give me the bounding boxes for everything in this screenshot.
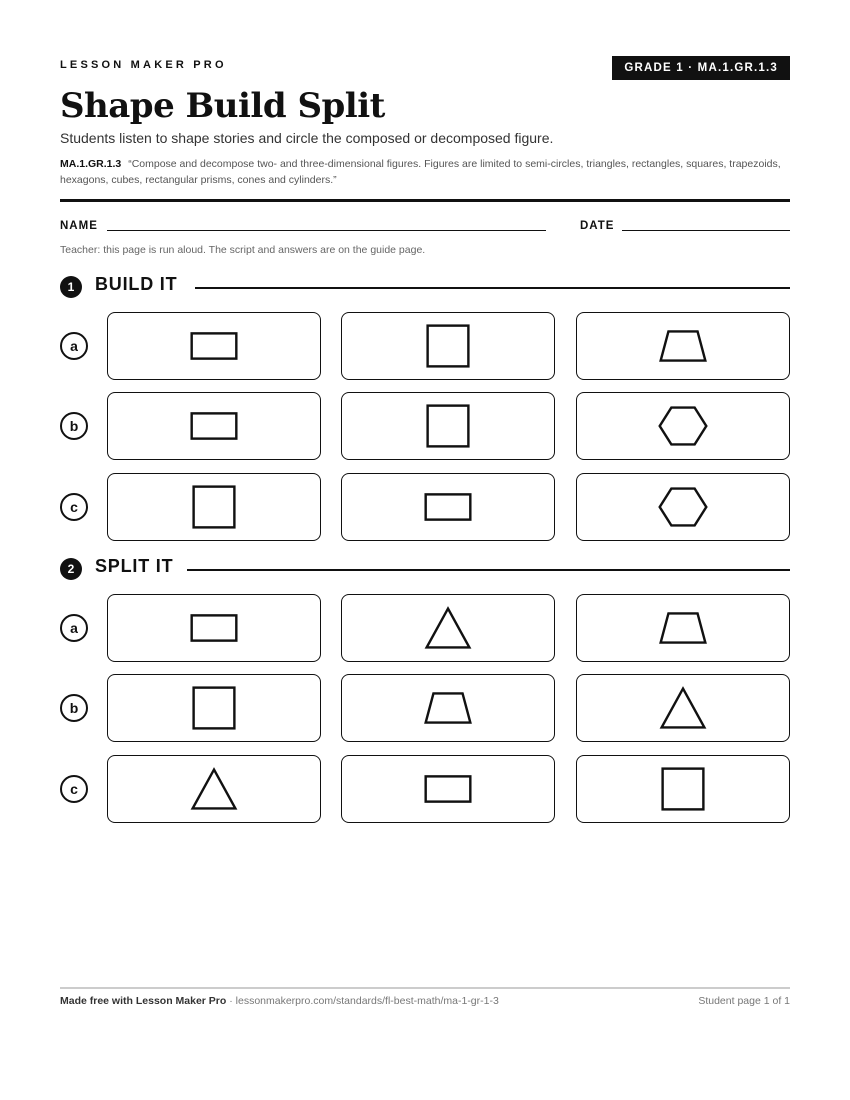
footer-made-with: Made free with Lesson Maker Pro bbox=[60, 995, 227, 1007]
date-field[interactable] bbox=[622, 230, 790, 231]
trapezoid-shape bbox=[426, 693, 471, 722]
hexagon-shape bbox=[660, 408, 707, 445]
rectangle-shape bbox=[192, 413, 237, 438]
question-row bbox=[60, 312, 790, 380]
square-figure bbox=[108, 474, 320, 540]
square-figure bbox=[342, 393, 554, 459]
square-figure bbox=[342, 313, 554, 379]
question-row bbox=[60, 674, 790, 742]
page-title: Shape Build Split bbox=[60, 86, 385, 126]
top-bar bbox=[60, 56, 790, 80]
square-shape bbox=[194, 688, 235, 729]
section-rule bbox=[195, 287, 790, 289]
rectangle-shape bbox=[192, 333, 237, 358]
row-letter-badge: b bbox=[60, 412, 88, 440]
trapezoid-figure bbox=[342, 675, 554, 741]
square-shape bbox=[428, 406, 469, 447]
square-figure bbox=[577, 756, 789, 822]
answer-choice-card[interactable] bbox=[341, 312, 555, 380]
question-row bbox=[60, 473, 790, 541]
trapezoid-figure bbox=[577, 595, 789, 661]
answer-choice-card[interactable] bbox=[341, 392, 555, 460]
rectangle-figure bbox=[108, 393, 320, 459]
standard-text: “Compose and decompose two- and three-dimensional figures. Figures are limited to semi-circles, triangles, rectangles, squares, trapezoids, hexagons, cubes, rectangular prisms, cones and cylinders.” bbox=[60, 158, 781, 186]
answer-choice-card[interactable] bbox=[576, 312, 790, 380]
question-row bbox=[60, 755, 790, 823]
section-title: SPLIT IT bbox=[95, 556, 185, 577]
triangle-shape bbox=[427, 609, 470, 648]
page-subtitle: Students listen to shape stories and circle the composed or decomposed figure. bbox=[60, 130, 554, 146]
footer-credit bbox=[60, 995, 499, 1007]
rectangle-figure bbox=[108, 313, 320, 379]
square-shape bbox=[194, 487, 235, 528]
answer-choice-card[interactable] bbox=[341, 755, 555, 823]
row-letter-badge: a bbox=[60, 614, 88, 642]
footer-page-number: Student page 1 of 1 bbox=[698, 995, 790, 1007]
rectangle-figure bbox=[342, 474, 554, 540]
answer-choice-card[interactable] bbox=[341, 674, 555, 742]
answer-choice-card[interactable] bbox=[576, 674, 790, 742]
section-title: BUILD IT bbox=[95, 274, 189, 295]
triangle-shape bbox=[193, 770, 236, 809]
section-header bbox=[60, 274, 790, 300]
answer-choice-card[interactable] bbox=[576, 594, 790, 662]
trapezoid-figure bbox=[577, 313, 789, 379]
trapezoid-shape bbox=[661, 613, 706, 642]
section-number-badge: 1 bbox=[60, 276, 82, 298]
rectangle-shape bbox=[192, 615, 237, 640]
date-label: DATE bbox=[580, 220, 615, 232]
square-figure bbox=[108, 675, 320, 741]
rectangle-figure bbox=[342, 756, 554, 822]
footer-divider bbox=[60, 987, 790, 989]
answer-choice-card[interactable] bbox=[107, 594, 321, 662]
rectangle-figure bbox=[108, 595, 320, 661]
triangle-figure bbox=[577, 675, 789, 741]
row-letter-badge: a bbox=[60, 332, 88, 360]
answer-choice-card[interactable] bbox=[107, 392, 321, 460]
worksheet-page bbox=[60, 0, 790, 1100]
row-letter-badge: c bbox=[60, 775, 88, 803]
answer-choice-card[interactable] bbox=[576, 473, 790, 541]
answer-choice-card[interactable] bbox=[576, 755, 790, 823]
answer-choice-card[interactable] bbox=[341, 473, 555, 541]
answer-choice-card[interactable] bbox=[576, 392, 790, 460]
section-header bbox=[60, 556, 790, 582]
question-row bbox=[60, 594, 790, 662]
triangle-shape bbox=[662, 689, 705, 728]
square-shape bbox=[663, 769, 704, 810]
hexagon-figure bbox=[577, 474, 789, 540]
footer-url[interactable]: · lessonmakerpro.com/standards/fl-best-math/ma-1-gr-1-3 bbox=[226, 995, 499, 1007]
trapezoid-shape bbox=[661, 331, 706, 360]
grade-badge: GRADE 1 · MA.1.GR.1.3 bbox=[612, 56, 790, 80]
hexagon-shape bbox=[660, 489, 707, 526]
answer-choice-card[interactable] bbox=[107, 473, 321, 541]
answer-choice-card[interactable] bbox=[107, 674, 321, 742]
answer-choice-card[interactable] bbox=[107, 312, 321, 380]
section-rule bbox=[187, 569, 790, 571]
row-letter-badge: c bbox=[60, 493, 88, 521]
square-shape bbox=[428, 326, 469, 367]
standard-description bbox=[60, 156, 790, 188]
triangle-figure bbox=[342, 595, 554, 661]
answer-choice-card[interactable] bbox=[341, 594, 555, 662]
section-number-badge: 2 bbox=[60, 558, 82, 580]
row-letter-badge: b bbox=[60, 694, 88, 722]
header-divider bbox=[60, 199, 790, 202]
brand-name: LESSON MAKER PRO bbox=[60, 59, 227, 71]
rectangle-shape bbox=[426, 776, 471, 801]
rectangle-shape bbox=[426, 494, 471, 519]
name-label: NAME bbox=[60, 220, 98, 232]
name-field[interactable] bbox=[107, 230, 546, 231]
standard-code: MA.1.GR.1.3 bbox=[60, 158, 122, 170]
answer-choice-card[interactable] bbox=[107, 755, 321, 823]
triangle-figure bbox=[108, 756, 320, 822]
hexagon-figure bbox=[577, 393, 789, 459]
teacher-note: Teacher: this page is run aloud. The script and answers are on the guide page. bbox=[60, 244, 426, 256]
question-row bbox=[60, 392, 790, 460]
